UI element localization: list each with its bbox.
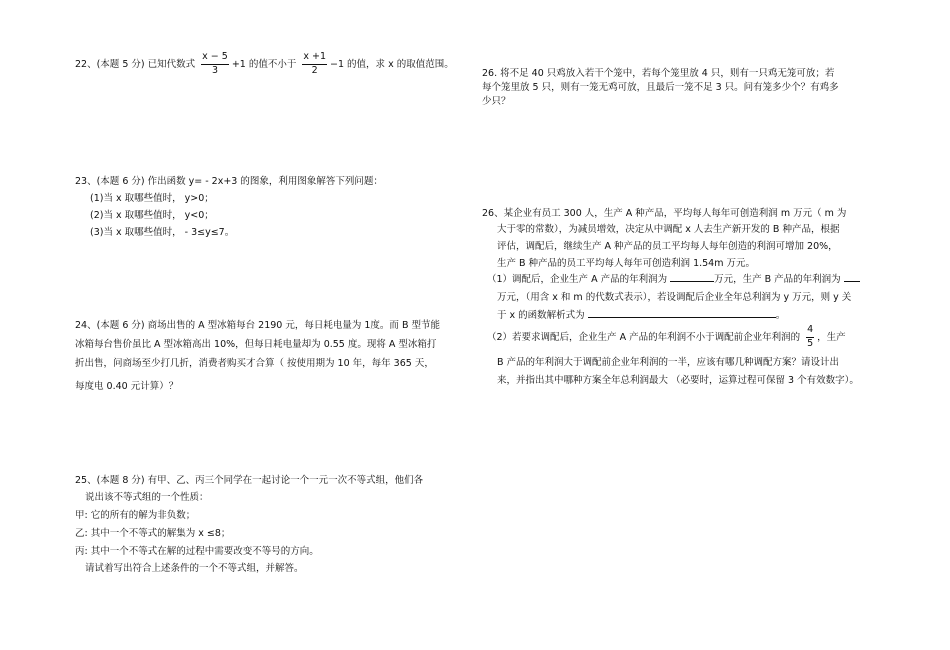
q26b-part1-line-2: 万元，（用含 x 和 m 的代数式表示），若设调配后企业全年总利润为 y 万元，则 y 关: [497, 292, 852, 303]
q22-fraction-2-denominator: 2: [311, 64, 318, 76]
b-profit-blank: [844, 281, 860, 282]
q25-line-2: 说出该不等式组的一个性质：: [85, 492, 209, 503]
q26b-part1-end: 。: [775, 310, 786, 321]
q26b-line-4: 生产 B 种产品的员工平均每人每年可创造利润 1.54m 万元。: [497, 258, 756, 269]
q23-item-3: (3)当 x 取哪些值时， - 3≤y≤7。: [90, 227, 235, 238]
q26b-fraction-numerator: 4: [806, 325, 814, 338]
q26b-part2-line-3: 来，并指出其中哪种方案全年总利润最大 （必要时，运算过程可保留 3 个有效数字）。: [497, 375, 859, 386]
q22-fraction-1-denominator: 3: [211, 64, 218, 76]
q26b-fraction: [806, 325, 814, 350]
q23-head: 23、(本题 6 分) 作出函数 y= - 2x+3 的图象，利用图象解答下列问题：: [75, 176, 383, 187]
q24-line-3: 折出售，问商场至少打几折，消费者购买才合算（ 按使用期为 10 年，每年 365 天，: [75, 358, 434, 369]
q26b-part1-text-a: （1）调配后，企业生产 A 产品的年利润为: [487, 274, 668, 285]
q24-line-4: 每度电 0.40 元计算）？: [75, 381, 179, 392]
q22-head: 22、(本题 5 分) 已知代数式: [75, 58, 196, 70]
q22-mid: +1 的值不小于: [231, 58, 297, 70]
q22-fraction-2-numerator: x +1: [302, 52, 327, 65]
q26a-line-3: 少只？: [482, 96, 511, 107]
q26b-part2-text-b: ，生产: [817, 331, 846, 343]
q25-line-4: 乙: 其中一个不等式的解集为 x ≤8；: [75, 528, 231, 539]
q22-line: [75, 52, 454, 77]
q26a-line-1: 26. 将不足 40 只鸡放入若干个笼中，若每个笼里放 4 只，则有一只鸡无笼可放；若: [482, 68, 835, 79]
q24-line-2: 冰箱每台售价虽比 A 型冰箱高出 10%，但每日耗电量却为 0.55 度。现将 A 型冰箱打: [75, 339, 437, 350]
q26b-part2-text-a: （2）若要求调配后，企业生产 A 产品的年利润不小于调配前企业年利润的: [487, 331, 801, 343]
q26b-part1-line-1: [487, 274, 860, 285]
q22-fraction-2: [302, 52, 327, 77]
q22-fraction-1: [201, 52, 229, 77]
q26a-line-2: 每个笼里放 5 只，则有一笼无鸡可放，且最后一笼不足 3 只。问有笼多少个？有鸡多: [482, 82, 839, 93]
q23-item-1: (1)当 x 取哪些值时， y>0；: [90, 193, 214, 204]
q22-tail: −1 的值，求 x 的取值范围。: [330, 58, 454, 70]
q24-line-1: 24、(本题 6 分) 商场出售的 A 型冰箱每台 2190 元，每日耗电量为 1度。而 B 型节能: [75, 320, 440, 331]
q25-line-6: 请试着写出符合上述条件的一个不等式组，并解答。: [85, 563, 304, 574]
q26b-part2-line-2: B 产品的年利润大于调配前企业年利润的一半，应该有哪几种调配方案？请设计出: [497, 357, 840, 368]
q26b-part1-text-d: 于 x 的函数解析式为: [497, 310, 585, 321]
q26b-part2-line-1: [487, 325, 846, 350]
q26b-line-1: 26、某企业有员工 300 人，生产 A 种产品，平均每人每年可创造利润 m 万元（ m 为: [482, 208, 847, 219]
q25-line-5: 丙: 其中一个不等式在解的过程中需要改变不等号的方向。: [75, 546, 319, 557]
q26b-part1-line-3: [497, 310, 785, 321]
a-profit-blank: [670, 281, 714, 282]
q22-fraction-1-numerator: x − 5: [201, 52, 229, 65]
q23-item-2: (2)当 x 取哪些值时， y<0；: [90, 210, 214, 221]
q25-line-1: 25、(本题 8 分) 有甲、乙、丙三个同学在一起讨论一个一元一次不等式组，他们各: [75, 475, 424, 486]
function-expression-blank: [588, 317, 776, 318]
q25-line-3: 甲: 它的所有的解为非负数；: [75, 510, 196, 521]
q26b-line-2: 大于零的常数），为减员增效，决定从中调配 x 人去生产新开发的 B 种产品，根据: [497, 224, 840, 235]
q26b-part1-text-b: 万元，生产 B 产品的年利润为: [714, 274, 841, 285]
q26b-line-3: 评估，调配后，继续生产 A 种产品的员工平均每人每年创造的利润可增加 20%，: [497, 241, 838, 252]
q26b-fraction-denominator: 5: [807, 337, 814, 349]
